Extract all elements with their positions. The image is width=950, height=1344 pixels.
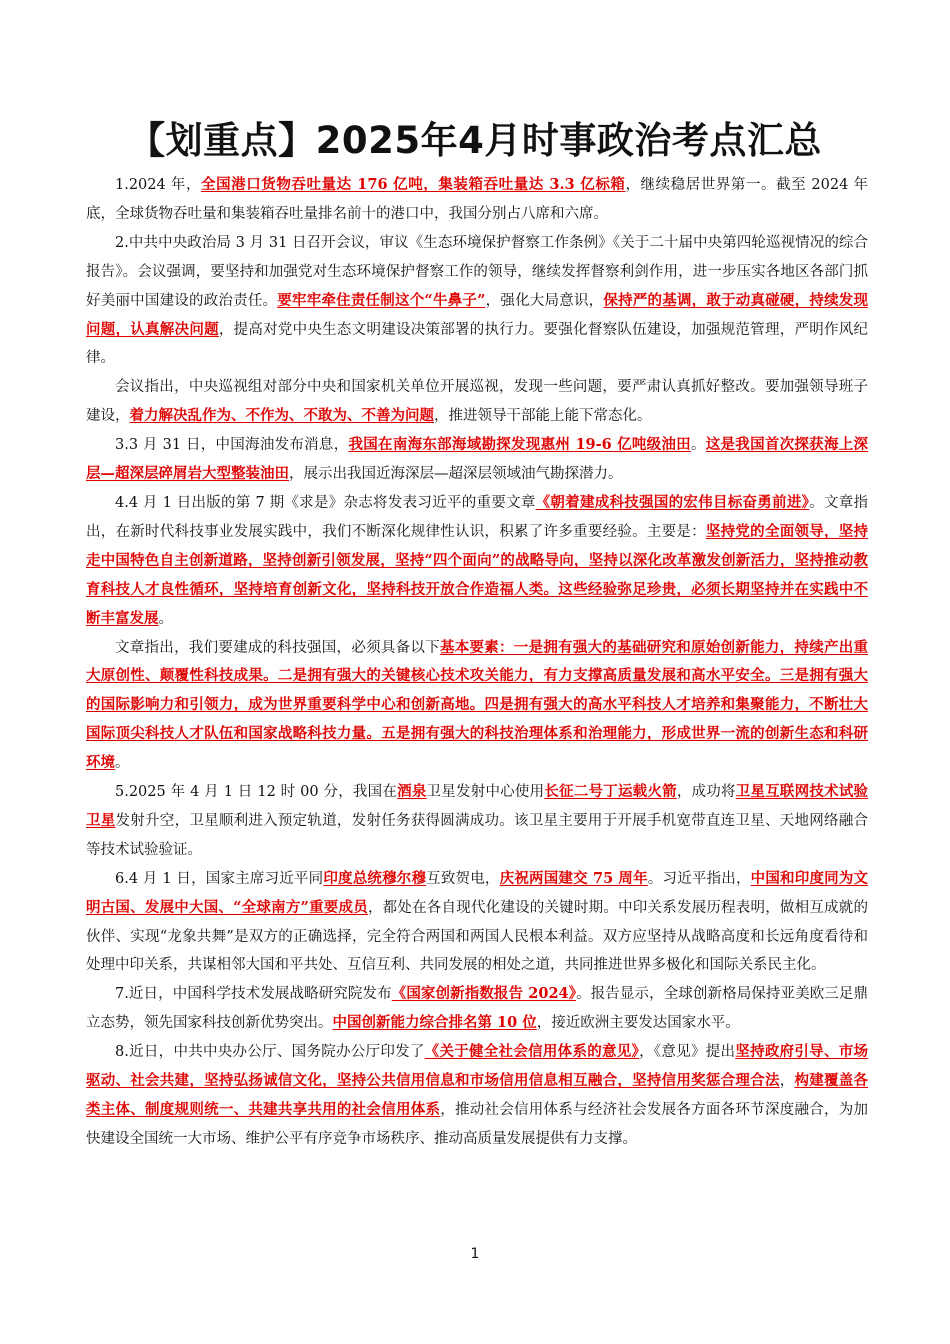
- highlighted-key-point: 《朝着建成科技强国的宏伟目标奋勇前进》: [535, 493, 810, 511]
- highlighted-key-point: 坚持政府引导、市场驱动、社会共建，坚持弘扬诚信文化，坚持公共信用信息和市场信用信息相互融合，坚持信用奖惩合理合法: [86, 1043, 869, 1090]
- paragraph: [86, 1038, 868, 1154]
- paragraph-text: ，继续稳居世界第一。截至 2024 年底，全球货物吞吐量和集装箱吞吐量排名前十的港口中，我国分别占八席和六席。: [86, 177, 868, 222]
- highlighted-key-point: 保持严的基调，敢于动真碰硬，持续发现问题，认真解决问题: [86, 291, 869, 338]
- paragraph-text: 4.4 月 1 日出版的第 7 期《求是》杂志将发表习近平的重要文章: [115, 494, 536, 511]
- paragraph: [86, 778, 868, 865]
- paragraph-text: ，接近欧洲主要发达国家水平。: [536, 1015, 740, 1032]
- paragraph: [86, 373, 868, 431]
- paragraph-text: ，展示出我国近海深层—超深层领域油气勘探潜力。: [289, 466, 623, 483]
- paragraph-text: 6.4 月 1 日，国家主席习近平同: [115, 870, 324, 887]
- paragraph: [86, 431, 868, 489]
- paragraph-text: 文章指出，我们要建成的科技强国，必须具备以下: [115, 639, 440, 656]
- highlighted-key-point: 我国在南海东部海域勘探发现惠州 19-6 亿吨级油田: [348, 436, 691, 454]
- highlighted-key-point: 坚持党的全面领导，坚持走中国特色自主创新道路，坚持创新引领发展，坚持“四个面向”的战略导向，坚持以深化改革激发创新活力，坚持推动教育科技人才良性循环，坚持培育创新文化，坚持科技开放合作造福人类。这些经验弥足珍贵，必须长期坚持并在实践中不断丰富发展: [86, 522, 869, 627]
- highlighted-key-point: 中国创新能力综合排名第 10 位: [332, 1014, 537, 1032]
- highlighted-key-point: 全国港口货物吞吐量达 176 亿吨，集装箱吞吐量达 3.3 亿标箱: [201, 176, 626, 193]
- paragraph-text: 卫星发射中心使用: [426, 784, 545, 801]
- paragraph-text: ，推动社会信用体系与经济社会发展各方面各环节深度融合，为加快建设全国统一大市场、维护公平有序竞争市场秩序、推动高质量发展提供有力支撑。: [86, 1102, 869, 1147]
- highlighted-key-point: 酒泉: [397, 783, 427, 801]
- paragraph: [86, 865, 868, 981]
- paragraph-text: 。: [690, 437, 706, 454]
- paragraph: [86, 980, 868, 1038]
- paragraph-text: 3.3 月 31 日，中国海油发布消息，: [115, 437, 349, 454]
- paragraph-text: 发射升空，卫星顺利进入预定轨道，发射任务获得圆满成功。该卫星主要用于开展手机宽带直连卫星、天地网络融合等技术试验验证。: [86, 812, 869, 858]
- highlighted-key-point: 印度总统穆尔穆: [323, 869, 427, 887]
- page-number: 1: [470, 1246, 480, 1262]
- paragraph-text: 。习近平指出，: [647, 870, 751, 887]
- paragraph-text: 互致贺电，: [426, 870, 500, 887]
- highlighted-key-point: 构建覆盖各类主体、制度规则统一、共建共享共用的社会信用体系: [86, 1072, 869, 1118]
- paragraph-text: 2.中共中央政治局 3 月 31 日召开会议，审议《生态环境保护督察工作条例》《关于二十届中央第四轮巡视情况的综合报告》。会议强调，要坚持和加强党对生态环境保护督察工作的领导，继续发挥督察利剑作用，进一步压实各地区各部门抓好美丽中国建设的政治责任。: [86, 234, 868, 309]
- highlighted-key-point: 这是我国首次探获海上深层—超深层碎屑岩大型整装油田: [86, 436, 868, 483]
- paragraph-text: 1.2024 年，: [115, 177, 202, 193]
- paragraph-text: 。: [158, 610, 173, 627]
- paragraph-text: 8.近日，中共中央办公厅、国务院办公厅印发了: [115, 1044, 425, 1061]
- paragraph-text: 5.2025 年 4 月 1 日 12 时 00 分，我国在: [115, 784, 398, 801]
- paragraph-text: 。: [115, 755, 130, 772]
- paragraph-text: ，《意见》提出: [639, 1044, 736, 1061]
- highlighted-key-point: 长征二号丁运载火箭: [544, 783, 677, 801]
- paragraph: [86, 489, 868, 634]
- paragraph: [86, 171, 868, 229]
- paragraph-text: ，都处在各自现代化建设的关键时期。中印关系发展历程表明，做相互成就的伙伴、实现“龙象共舞”是双方的正确选择，完全符合两国和两国人民根本利益。双方应坚持从战略高度和长远角度看待和处理中印关系，共谋相邻大国和平共处、互信互利、共同发展的相处之道，共同推进世界多极化和国际关系民主化。: [86, 899, 868, 974]
- document-title: 【划重点】2025年4月时事政治考点汇总: [128, 119, 822, 162]
- paragraph-text: 会议指出，中央巡视组对部分中央和国家机关单位开展巡视，发现一些问题，要严肃认真抓好整改。要加强领导班子建设，: [86, 379, 868, 425]
- highlighted-key-point: 庆祝两国建交 75 周年: [499, 869, 648, 887]
- highlighted-key-point: 《关于健全社会信用体系的意见》: [424, 1043, 640, 1061]
- highlighted-key-point: 卫星互联网技术试验卫星: [86, 783, 869, 829]
- highlighted-key-point: 《国家创新指数报告 2024》: [391, 985, 577, 1003]
- paragraph-text: ，: [779, 1073, 795, 1090]
- paragraph-text: ，提高对党中央生态文明建设决策部署的执行力。要强化督察队伍建设，加强规范管理，严明作风纪律。: [86, 321, 869, 367]
- paragraph-text: ，推进领导干部能上能下常态化。: [434, 408, 652, 425]
- paragraph-text: ，成功将: [676, 784, 736, 801]
- paragraph: [86, 229, 868, 374]
- paragraph: [86, 634, 868, 779]
- highlighted-key-point: 基本要素：一是拥有强大的基础研究和原始创新能力，持续产出重大原创性、颠覆性科技成果。二是拥有强大的关键核心技术攻关能力，有力支撑高质量发展和高水平安全。三是拥有强大的国际影响力和引领力，成为世界重要科学中心和创新高地。四是拥有强大的高水平科技人才培养和集聚能力，不断壮大国际顶尖科技人才队伍和国家战略科技力量。五是拥有强大的科技治理体系和治理能力，形成世界一流的创新生态和科研环境: [86, 638, 869, 772]
- paragraph-text: 。文章指出，在新时代科技事业发展实践中，我们不断深化规律性认识，积累了许多重要经验。主要是：: [86, 494, 869, 540]
- highlighted-key-point: 要牢牢牵住责任制这个“牛鼻子”: [277, 291, 486, 309]
- document-body: [86, 171, 868, 1154]
- highlighted-key-point: 中国和印度同为文明古国、发展中大国、“全球南方”重要成员: [86, 869, 869, 916]
- paragraph-text: ，强化大局意识，: [485, 292, 604, 309]
- highlighted-key-point: 着力解决乱作为、不作为、不敢为、不善为问题: [129, 407, 434, 425]
- paragraph-text: 。报告显示，全球创新格局保持亚美欧三足鼎立态势，领先国家科技创新优势突出。: [86, 986, 868, 1032]
- paragraph-text: 7.近日，中国科学技术发展战略研究院发布: [115, 986, 392, 1003]
